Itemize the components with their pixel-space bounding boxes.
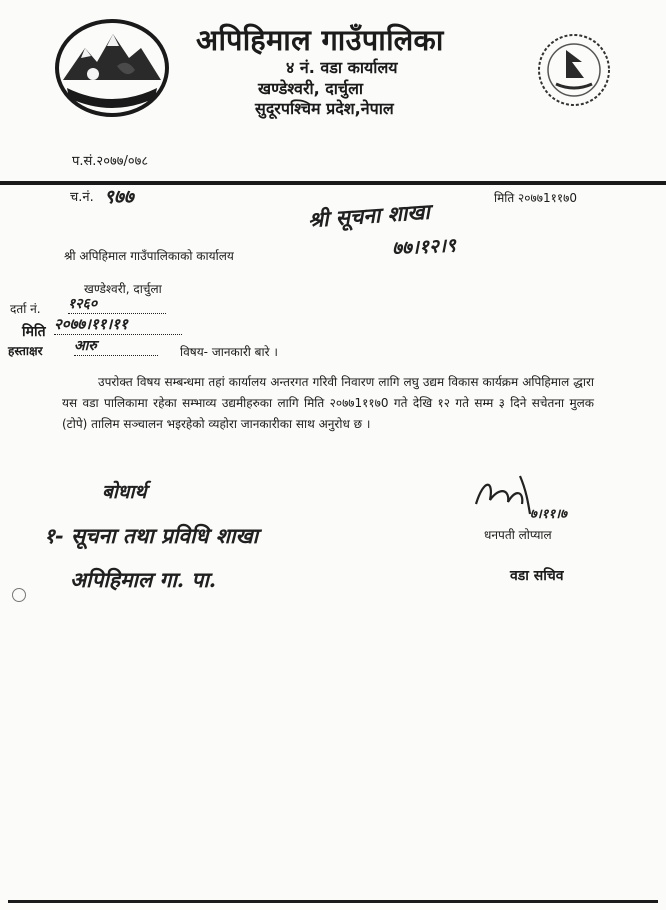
patra-sankhya: प.सं.२०७७/०७८ xyxy=(72,154,149,169)
organization-name: अपिहिमाल गाउँपालिका xyxy=(196,23,444,57)
chalani-number: ९७७ xyxy=(104,186,134,208)
bodharth-line-1: १- सूचना तथा प्रविधि शाखा xyxy=(44,523,259,548)
province-line: सुदूरपश्चिम प्रदेश,नेपाल xyxy=(255,99,394,118)
signatory-title: वडा सचिव xyxy=(510,568,564,584)
stamp-signature-label: हस्ताक्षर xyxy=(8,344,43,358)
bodharth-line-2: अपिहिमाल गा. पा. xyxy=(70,567,217,592)
ward-office: ४ नं. वडा कार्यालय xyxy=(286,58,398,77)
municipality-emblem-logo xyxy=(55,18,170,118)
handwritten-received-note: श्री सूचना शाखा xyxy=(307,198,431,233)
signatory-name: धनपती लोप्याल xyxy=(484,528,552,542)
recipient-office: श्री अपिहिमाल गाउँपालिकाको कार्यालय xyxy=(64,249,234,263)
letter-body: उपरोक्त विषय सम्बन्धमा तहां कार्यालय अन्तरगत गरिवी निवारण लागि लघु उद्यम विकास कार्यक्रम अपिहिमाल द्धारा यस वडा पालिकामा रहेका सम्भाव्य उद्यमीहरुका लागि मिति २०७७1११७0 गते देखि १२ गते सम्म ३ दिने सचेतना मुलक (टोपे) तालिम सञ्चालन भइरहेको व्यहोरा जानकारीका साथ अनुरोध छ । xyxy=(62,375,594,431)
recipient-location: खण्डेश्वरी, दार्चुला xyxy=(84,282,162,296)
nepal-emblem-logo xyxy=(536,32,612,108)
bodharth-label: बोधार्थ xyxy=(102,481,147,503)
punch-hole-mark xyxy=(12,588,26,602)
stamp-signature: आरु xyxy=(74,336,158,356)
header-divider xyxy=(0,181,666,185)
stamp-date: २०७७।११।११ xyxy=(54,314,182,335)
darta-number: १२६० xyxy=(68,294,166,314)
subject-line: विषय- जानकारी बारे । xyxy=(180,345,278,359)
location-line: खण्डेश्वरी, दार्चुला xyxy=(258,79,364,98)
handwritten-received-date: ७७।१२।९ xyxy=(391,234,457,260)
signatory-signature-date: ७।११।७ xyxy=(530,507,567,522)
footer-divider xyxy=(8,900,658,903)
date-printed: मिति २०७७1११७0 xyxy=(494,191,577,205)
darta-stamp: दर्ता नं. १२६० मिति २०७७।११।११ हस्ताक्षर आरु xyxy=(8,292,188,362)
stamp-date-label: मिति xyxy=(22,324,46,340)
chalani-label: च.नं. xyxy=(70,190,94,205)
